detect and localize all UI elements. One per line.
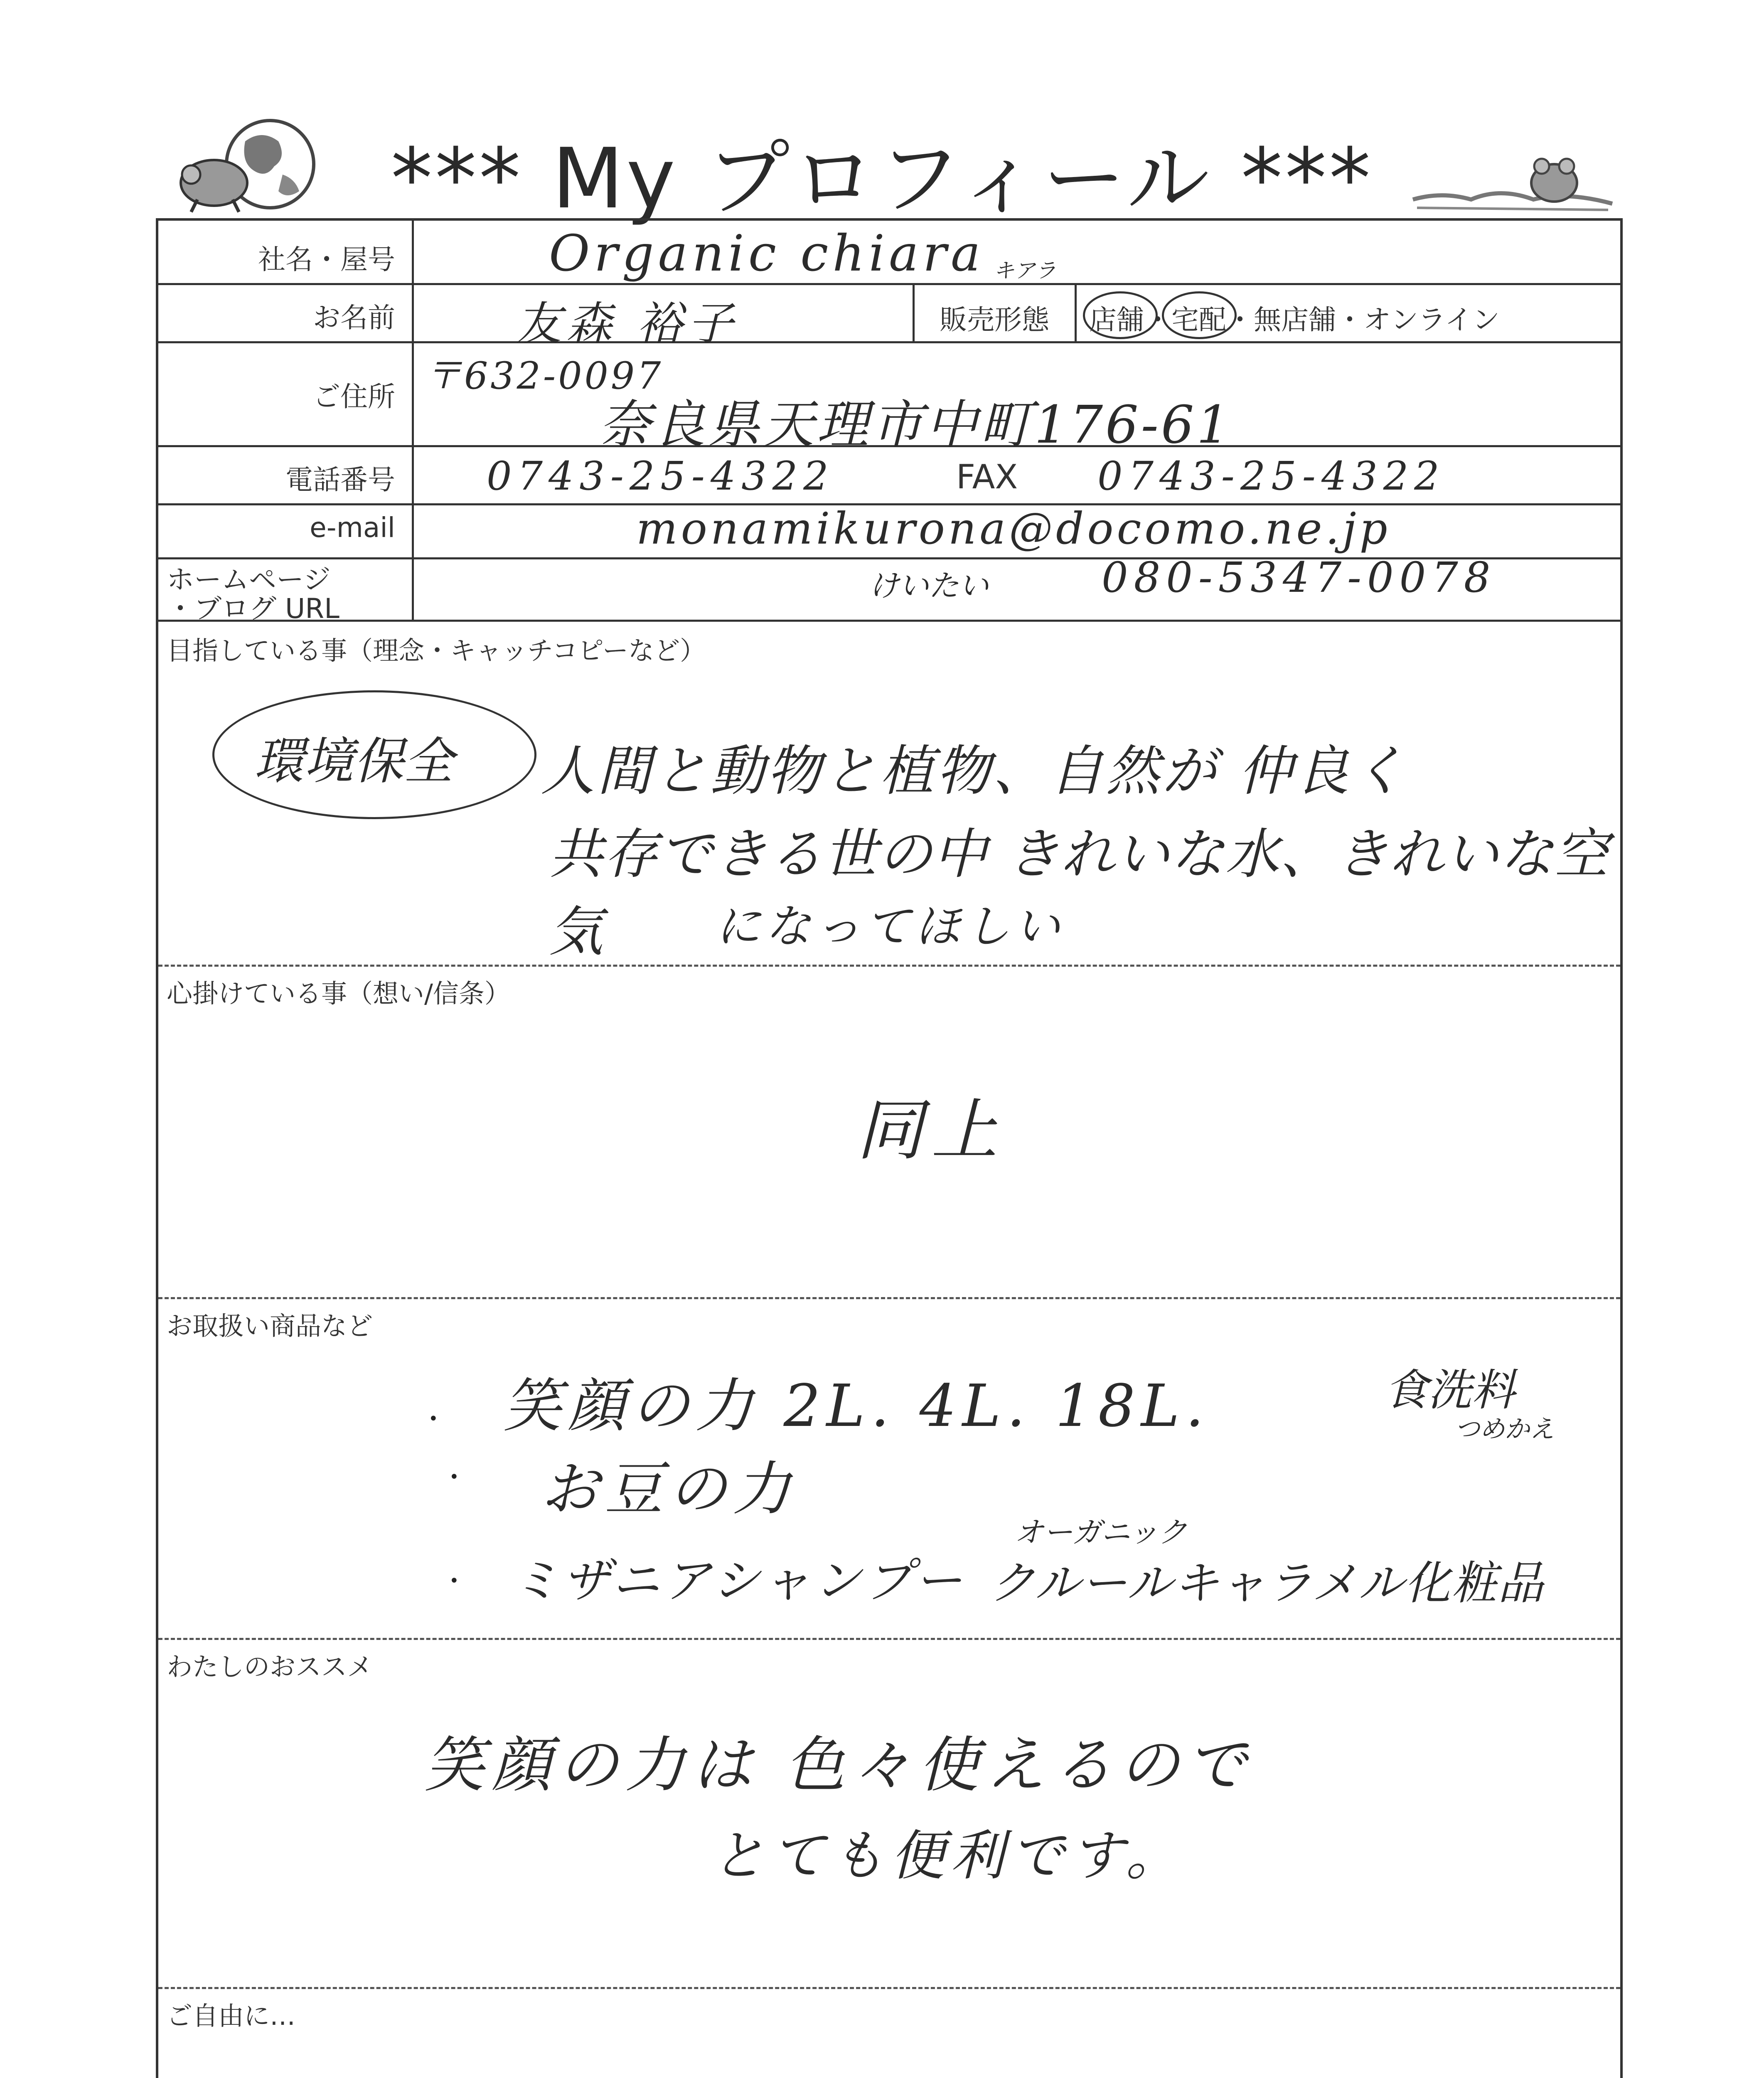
page-title: *** My プロフィール ***: [391, 130, 1373, 227]
aim-label: 目指している事（理念・キャッチコピーなど）: [167, 635, 706, 666]
mobile-value: 080-5347-0078: [1102, 553, 1496, 602]
fax-value: 0743-25-4322: [1097, 453, 1445, 499]
profile-form: [156, 218, 1623, 2078]
recommend-line2: とても便利です。: [711, 1824, 1186, 1887]
mindset-value: 同上: [856, 1091, 1006, 1169]
globe-turtle-logo: [175, 112, 324, 216]
section-divider: [158, 1638, 1620, 1640]
product-1-note: 食洗料: [1384, 1365, 1516, 1416]
phone-value: 0743-25-4322: [487, 453, 834, 499]
homepage-label-line1: ホームページ: [167, 564, 331, 596]
row-divider: [158, 283, 1620, 285]
sales-option-shop: 店舗: [1089, 304, 1144, 336]
address-value: 奈良県天理市中町176-61: [599, 395, 1232, 455]
free-label: ご自由に…: [167, 2001, 296, 2031]
frog-logo: [1409, 137, 1616, 220]
aim-line2: 共存できる世の中 きれいな水、きれいな空気: [549, 822, 1609, 963]
product-3: ミザニアシャンプー: [512, 1553, 966, 1609]
label-column-divider: [412, 221, 414, 620]
email-label: e-mail: [310, 512, 395, 544]
products-label: お取扱い商品など: [167, 1311, 373, 1341]
delivery-circle-mark: [1162, 291, 1237, 339]
bullet-icon: •: [428, 1409, 438, 1428]
bullet-icon: •: [449, 1467, 459, 1487]
section-divider: [158, 1987, 1620, 1989]
product-1: 笑顔の力 2L. 4L. 18L.: [503, 1372, 1210, 1440]
recommend-label: わたしのおススメ: [167, 1652, 373, 1682]
aim-badge: 環境保全: [254, 733, 453, 790]
name-label: お名前: [313, 302, 395, 334]
name-value: 友森 裕子: [516, 297, 738, 350]
mobile-label: けいたい: [869, 568, 989, 603]
address-label: ご住所: [313, 381, 395, 413]
product-3b: クルールキャラメル化粧品: [989, 1556, 1545, 1610]
company-kana: キアラ: [994, 259, 1056, 283]
fax-label: FAX: [956, 458, 1018, 496]
postal-value: 〒632-0097: [424, 354, 664, 398]
sales-option-rest: ・無店舗・オンライン: [1226, 304, 1500, 336]
bullet-icon: •: [449, 1571, 459, 1591]
product-3-note: オーガニック: [1014, 1515, 1187, 1549]
aim-line3: になってほしい: [715, 900, 1064, 953]
section-divider: [158, 1297, 1620, 1299]
company-value: Organic chiara: [549, 225, 985, 283]
sales-divider-left: [913, 283, 915, 341]
row-divider: [158, 620, 1620, 622]
product-2: お豆の力: [541, 1455, 797, 1523]
aim-line1: 人間と動物と植物、自然が 仲良く: [541, 739, 1408, 803]
sales-option-delivery: 宅配: [1171, 304, 1226, 336]
sales-option-separator: ・: [1144, 304, 1171, 336]
sales-divider-right: [1075, 283, 1077, 341]
row-divider: [158, 341, 1620, 343]
recommend-line1: 笑顔の力は 色々使えるので: [424, 1730, 1253, 1800]
shop-circle-mark: [1083, 291, 1158, 339]
mindset-label: 心掛けている事（想い/信条）: [167, 978, 510, 1009]
phone-label: 電話番号: [285, 464, 395, 496]
company-label: 社名・屋号: [258, 244, 395, 276]
product-1-note2: つめかえ: [1455, 1415, 1555, 1444]
sales-form-label: 販売形態: [940, 304, 1049, 336]
homepage-label-line2: ・ブログ URL: [167, 593, 340, 625]
email-value: monamikurona@docomo.ne.jp: [636, 503, 1391, 554]
